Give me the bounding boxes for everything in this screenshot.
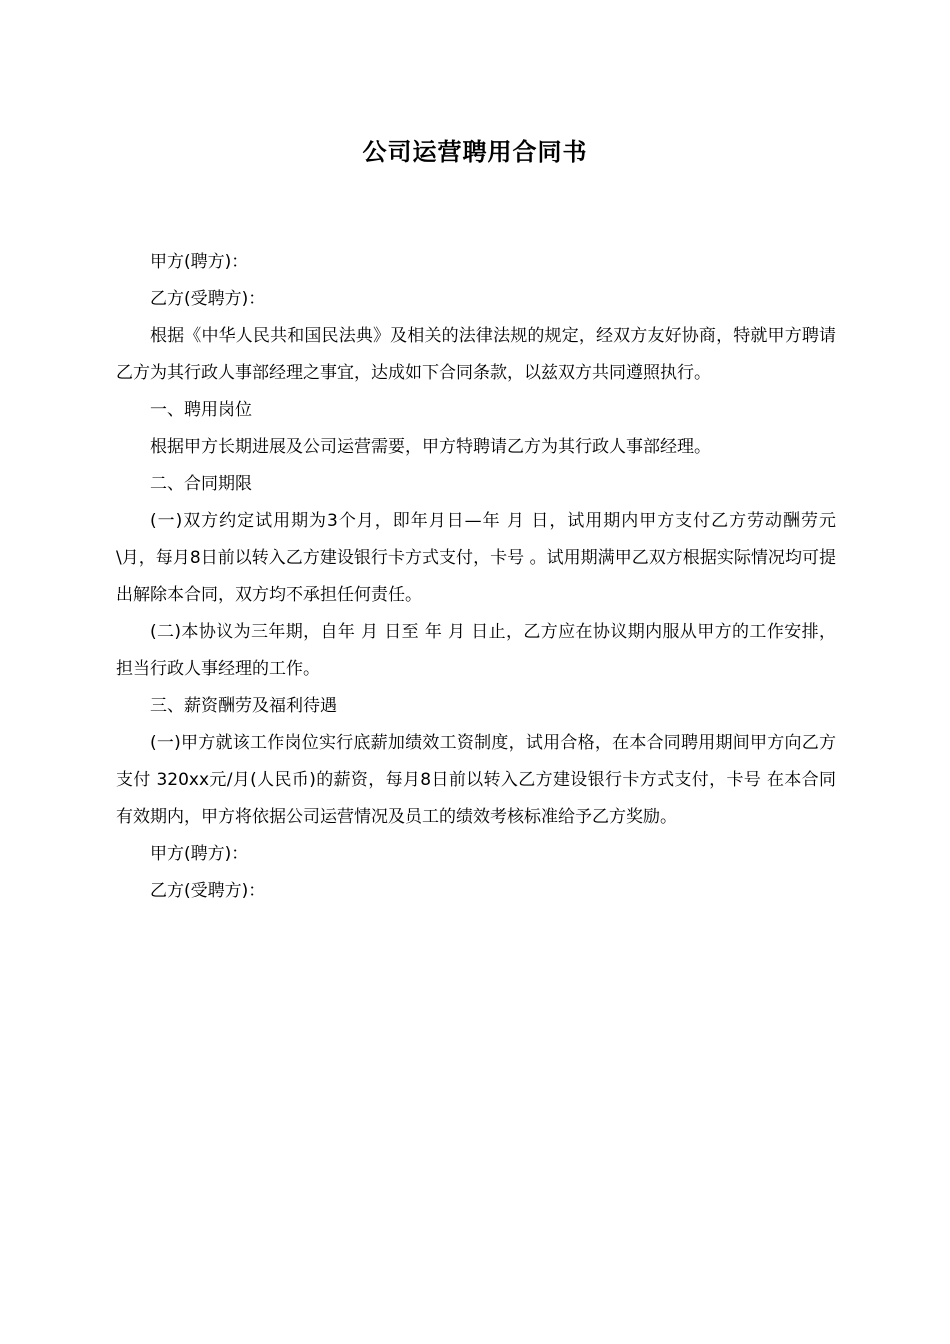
signature-party-b: 乙方(受聘方)： <box>150 881 266 901</box>
salary-paragraph: (一)甲方就该工作岗位实行底薪加绩效工资制度，试用合格，在本合同聘用期间甲方向乙方支付 320xx元/月(人民币)的薪资，每月8日前以转入乙方建设银行卡方式支付，卡号 在本合同有效期内，甲方将依据公司运营情况及员工的绩效考核标准给予乙方奖励。 <box>116 733 836 827</box>
document-body <box>116 244 836 910</box>
position-paragraph: 根据甲方长期进展及公司运营需要，甲方特聘请乙方为其行政人事部经理。 <box>150 437 711 457</box>
party-a-line: 甲方(聘方)： <box>150 252 249 272</box>
party-b-line: 乙方(受聘方)： <box>150 289 266 309</box>
section-heading-salary: 三、薪资酬劳及福利待遇 <box>150 696 337 716</box>
probation-paragraph: (一)双方约定试用期为3个月，即年月日—年 月 日，试用期内甲方支付乙方劳动酬劳元\月，每月8日前以转入乙方建设银行卡方式支付，卡号 。试用期满甲乙双方根据实际情况均可提出解除本合同，双方均不承担任何责任。 <box>116 511 836 605</box>
section-heading-position: 一、聘用岗位 <box>150 400 252 420</box>
document-title: 公司运营聘用合同书 <box>362 138 588 166</box>
section-heading-term: 二、合同期限 <box>150 474 252 494</box>
preamble-paragraph: 根据《中华人民共和国民法典》及相关的法律法规的规定，经双方友好协商，特就甲方聘请乙方为其行政人事部经理之事宜，达成如下合同条款，以兹双方共同遵照执行。 <box>116 326 836 383</box>
signature-party-a: 甲方(聘方)： <box>150 844 249 864</box>
term-paragraph: (二)本协议为三年期，自年 月 日至 年 月 日止，乙方应在协议期内服从甲方的工作安排，担当行政人事经理的工作。 <box>116 622 836 679</box>
